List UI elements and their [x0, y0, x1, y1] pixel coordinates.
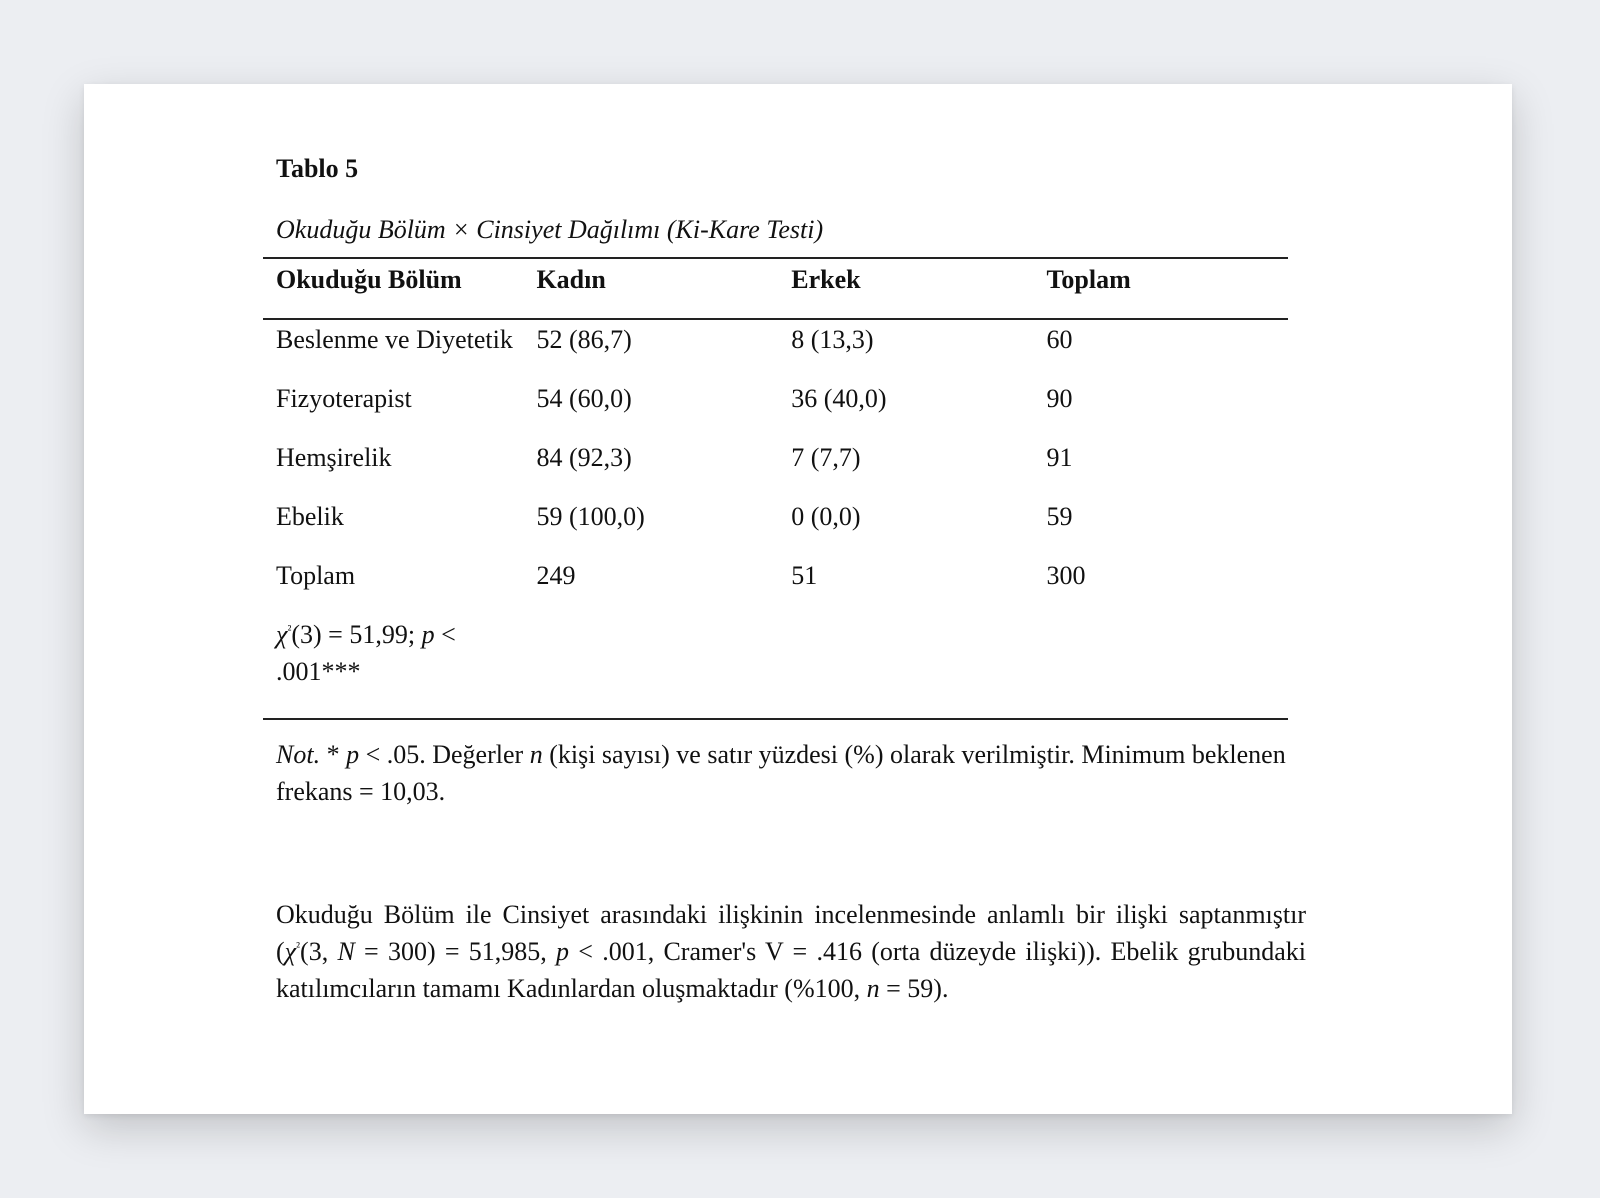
table-note	[276, 736, 1300, 810]
cell-male: 0 (0,0)	[791, 502, 861, 531]
cell-male: 7 (7,7)	[791, 443, 861, 472]
table-row	[263, 378, 1288, 437]
chi-square-row	[263, 614, 1288, 719]
chi-symbol: χ	[284, 937, 297, 966]
cell-female: 54 (60,0)	[536, 384, 632, 413]
cell-department: Fizyoterapist	[276, 384, 412, 413]
n-symbol: n	[866, 974, 880, 1003]
cell-department: Beslenme ve Diyetetik	[276, 325, 513, 354]
cell-female: 59 (100,0)	[536, 502, 645, 531]
squared-mark: ²	[287, 622, 292, 637]
cell-department: Hemşirelik	[276, 443, 392, 472]
paragraph-text: = 300) = 51,985,	[354, 937, 557, 966]
paragraph-text: = 59).	[879, 974, 949, 1003]
note-p-symbol: p	[346, 740, 360, 769]
cell-male: 51	[791, 561, 818, 590]
empty-cell	[778, 614, 1033, 719]
note-text: (kişi sayısı) ve satır yüzdesi (%) olarak verilmiştir. Minimum beklenen frekans = 10,03.	[276, 740, 1286, 806]
chi-square-value: (3) = 51,99;	[291, 620, 422, 649]
cell-female: 249	[536, 561, 576, 590]
cell-male: 8 (13,3)	[791, 325, 874, 354]
crosstab-table	[263, 257, 1288, 720]
squared-mark: ²	[296, 939, 301, 954]
table-total-row	[263, 555, 1288, 614]
table-number: Tablo 5	[276, 154, 359, 183]
document-page	[84, 84, 1512, 1114]
empty-cell	[523, 614, 778, 719]
cell-total: 300	[1046, 561, 1086, 590]
p-symbol: p	[556, 937, 570, 966]
header-department: Okuduğu Bölüm	[276, 265, 462, 294]
chi-symbol: χ	[276, 620, 288, 649]
note-star: *	[320, 740, 347, 769]
table-row	[263, 496, 1288, 555]
results-paragraph	[276, 896, 1306, 1007]
table-title: Okuduğu Bölüm × Cinsiyet Dağılımı (Ki-Kare Testi)	[276, 215, 824, 244]
table-row	[263, 319, 1288, 378]
document-content	[276, 154, 1307, 1007]
cell-total: 59	[1046, 502, 1073, 531]
cell-male: 36 (40,0)	[791, 384, 887, 413]
cell-female: 52 (86,7)	[536, 325, 632, 354]
header-female: Kadın	[536, 265, 606, 294]
cell-total: 91	[1046, 443, 1073, 472]
paragraph-text: (3,	[300, 937, 338, 966]
cell-total: 90	[1046, 384, 1073, 413]
note-label: Not.	[276, 740, 321, 769]
header-male: Erkek	[791, 265, 861, 294]
header-total: Toplam	[1046, 265, 1131, 294]
cell-department: Toplam	[276, 561, 356, 590]
chi-square-statistic	[263, 614, 523, 719]
cell-department: Ebelik	[276, 502, 344, 531]
empty-cell	[1033, 614, 1288, 719]
p-value: < .001***	[276, 620, 456, 686]
paragraph-text: < .001, Cramer's V = .416 (orta düzeyde ilişki)). Ebelik grubundaki katılımcıların tamamı Kadınlardan oluşmaktadır (%100,	[276, 937, 1307, 1003]
table-header-row	[263, 258, 1288, 319]
note-text: < .05. Değerler	[359, 740, 530, 769]
p-symbol: p	[421, 620, 435, 649]
paragraph-text: Okuduğu Bölüm ile Cinsiyet arasındaki ilişkinin incelenmesinde anlamlı bir ilişki saptanmıştır (	[276, 900, 1306, 966]
table-row	[263, 437, 1288, 496]
note-n-symbol: n	[529, 740, 543, 769]
cell-total: 60	[1046, 325, 1073, 354]
cell-female: 84 (92,3)	[536, 443, 632, 472]
n-symbol: N	[337, 937, 355, 966]
